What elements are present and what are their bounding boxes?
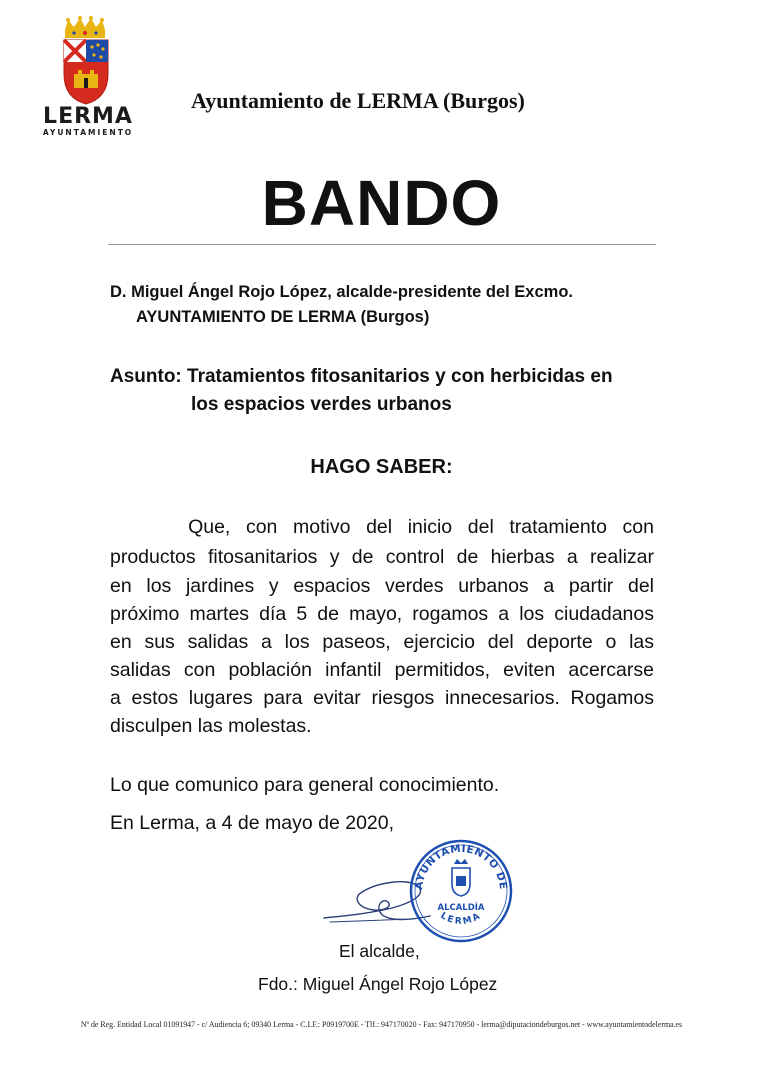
closing-line-2: En Lerma, a 4 de mayo de 2020,: [110, 812, 395, 834]
subject-line-1: Asunto: Tratamientos fitosanitarios y con herbicidas en: [110, 366, 613, 387]
closing-line-1: Lo que comunico para general conocimiento.: [110, 774, 500, 796]
svg-text:AYUNTAMIENTO DE: AYUNTAMIENTO DE: [412, 842, 510, 891]
body-line: Que, con motivo del inicio del tratamiento con: [110, 516, 654, 538]
logo-subtitle: AYUNTAMIENTO: [42, 128, 134, 137]
body-line: en los jardines y espacios verdes urbanos a partir del: [110, 575, 654, 597]
footer-contact: Nº de Reg. Entidad Local 01091947 - c/ Audiencia 6; 09340 Lerma - C.I.F.: P0919700E - Tlf.: 947170020 - Fax: 947170950 - lerma@diputaciondeburgos.net - www.ayuntamientodelerma.es: [80, 1020, 683, 1029]
announcement-heading: HAGO SABER:: [310, 456, 453, 478]
logo-wordmark: LERMA: [43, 104, 133, 129]
subject-line-2: los espacios verdes urbanos: [191, 394, 452, 415]
document-title: BANDO: [261, 167, 502, 239]
body-line: salidas con población infantil permitidos, eviten acercarse: [110, 659, 654, 681]
crown-icon: [65, 16, 105, 38]
shield-icon: [64, 40, 108, 104]
body-line: disculpen las molestas.: [110, 715, 312, 737]
body-line: próximo martes día 5 de mayo, rogamos a los ciudadanos: [110, 603, 654, 625]
body-line: en sus salidas a los paseos, ejercicio del deporte o las: [110, 631, 654, 653]
signature-role: El alcalde,: [339, 941, 420, 961]
header-title: Ayuntamiento de LERMA (Burgos): [191, 88, 525, 113]
svg-text:LERMA: LERMA: [438, 910, 484, 928]
author-line-2: AYUNTAMIENTO DE LERMA (Burgos): [136, 308, 430, 326]
signature-name: Fdo.: Miguel Ángel Rojo López: [258, 974, 498, 994]
author-line-1: D. Miguel Ángel Rojo López, alcalde-presidente del Excmo.: [110, 283, 573, 301]
svg-text:ALCALDÍA: ALCALDÍA: [437, 903, 485, 913]
official-stamp: [408, 838, 514, 944]
body-line: productos fitosanitarios y de control de hierbas a realizar: [110, 546, 654, 568]
title-divider: [108, 244, 656, 245]
body-line: a estos lugares para evitar riesgos innecesarios. Rogamos: [110, 687, 654, 709]
